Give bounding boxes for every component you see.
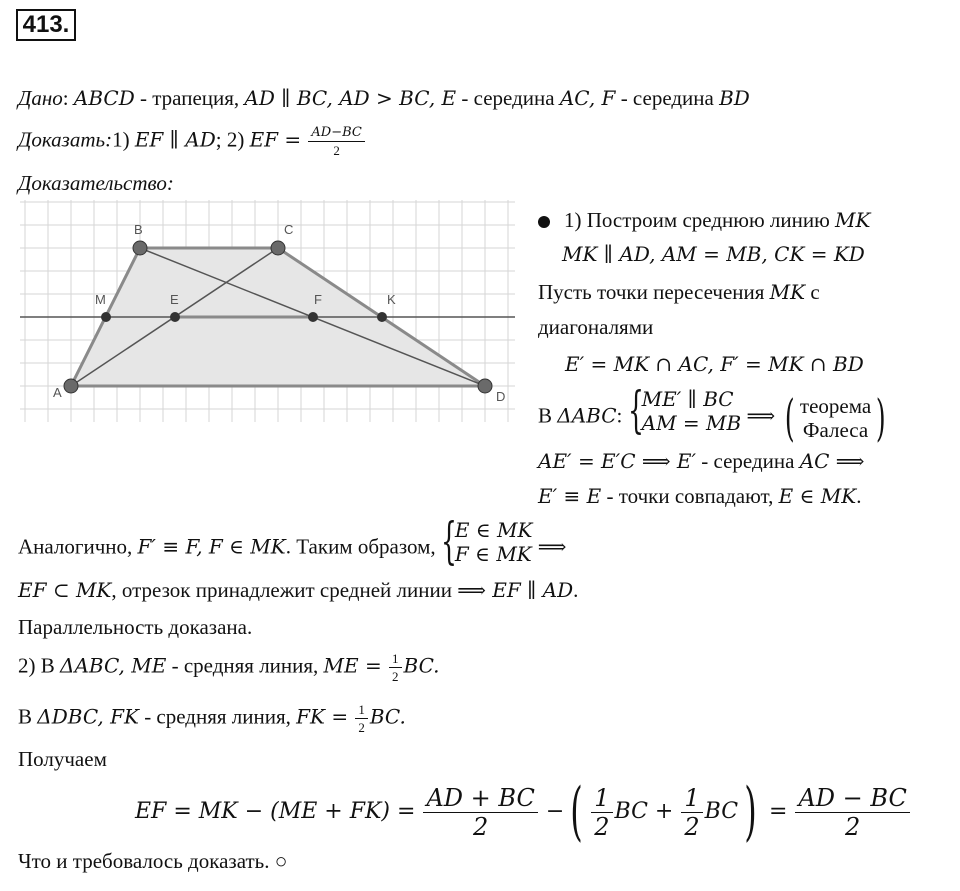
- right-line-2: MK ∥ AD, AM = MB, CK = KD: [562, 242, 865, 266]
- label-e: E: [170, 292, 179, 307]
- label-d: D: [496, 389, 506, 404]
- fraction-half: $\frac{1}{2}$: [355, 703, 368, 734]
- given-line: Дано: ABCD - трапеция, AD ∥ BC, AD > BC, E - середина AC, F - середина BD: [18, 86, 750, 110]
- fraction-diff: $\frac{AD - BC}{2}$: [795, 786, 909, 839]
- prove-expr-2: EF =: [249, 127, 302, 152]
- given-text: - трапеция,: [134, 86, 245, 110]
- right-line-3: Пусть точки пересечения MK с: [538, 280, 820, 304]
- prove-line: [18, 126, 367, 157]
- body-line-5: В ΔDBC, FK - средняя линия, FK = $\frac{1}{2}$ BC.: [18, 702, 406, 735]
- prove-item-1: 1): [112, 127, 135, 152]
- label-a: A: [53, 385, 62, 400]
- fraction-half: $\frac{1}{2}$: [591, 786, 612, 839]
- right-line-1: 1) Построим среднюю линию MK: [538, 207, 870, 233]
- system-brace: { ME′ ∥ BC AM = MB: [627, 381, 742, 439]
- system-brace-2: { E ∈ MK F ∈ MK: [440, 512, 533, 570]
- given-math-bd: BD: [719, 86, 750, 110]
- right-line-4: диагоналями: [538, 315, 654, 339]
- body-line-1: Аналогично, F′ ≡ F, F ∈ MK. Таким образом, { E ∈ MK F ∈ MK ⟹: [18, 518, 566, 568]
- final-equation: EF = MK − (ME + FK) = $\frac{AD + BC}{2}$ −( $\frac{1}{2}$ BC + $\frac{1}{2}$ BC) = $\frac{AD - BC}{2}$: [135, 776, 912, 846]
- label-c: C: [284, 222, 294, 237]
- label-k: K: [387, 292, 396, 307]
- right-line-5: E′ = MK ∩ AC, F′ = MK ∩ BD: [565, 352, 864, 376]
- right-line-6: В ΔABC: { ME′ ∥ BC AM = MB ⟹ ( теорема Фалеса ): [538, 381, 886, 447]
- given-math-abcd: ABCD: [73, 86, 135, 110]
- right-line-7: AE′ = E′C ⟹ E′ - середина AC ⟹: [538, 449, 865, 473]
- trapezoid-figure: [20, 200, 515, 422]
- bullet-icon: [538, 216, 550, 228]
- task-number: 413.: [16, 9, 76, 41]
- body-line-6: Получаем: [18, 747, 107, 771]
- fraction-half: $\frac{1}{2}$: [389, 652, 402, 683]
- given-label: Дано: [18, 86, 63, 110]
- label-f: F: [314, 292, 322, 307]
- label-b: B: [134, 222, 143, 237]
- prove-sep: ; 2): [215, 127, 250, 152]
- fraction-half: $\frac{1}{2}$: [681, 786, 702, 839]
- given-text: - середина: [615, 86, 720, 110]
- prove-expr-1: EF ∥ AD: [134, 127, 216, 152]
- label-m: M: [95, 292, 106, 307]
- prove-label: Доказать:: [18, 127, 113, 152]
- body-line-4: 2) В ΔABC, ME - средняя линия, ME = $\frac{1}{2}$ BC.: [18, 651, 440, 684]
- given-text: - середина: [456, 86, 560, 110]
- proof-label: Доказательство:: [18, 171, 174, 195]
- fraction-sum: $\frac{AD + BC}{2}$: [423, 786, 537, 839]
- right-line-8: E′ ≡ E - точки совпадают, E ∈ MK.: [538, 484, 862, 508]
- given-math-ac: AC, F: [559, 86, 616, 110]
- prove-fraction: $\frac{AD-BC}{2}$: [308, 126, 364, 157]
- body-line-2: EF ⊂ MK, отрезок принадлежит средней линии ⟹ EF ∥ AD.: [18, 578, 579, 602]
- body-line-3: Параллельность доказана.: [18, 615, 253, 639]
- conclusion-line: Что и требовалось доказать. ○: [18, 849, 288, 873]
- given-math-conditions: AD ∥ BC, AD > BC, E: [244, 86, 457, 110]
